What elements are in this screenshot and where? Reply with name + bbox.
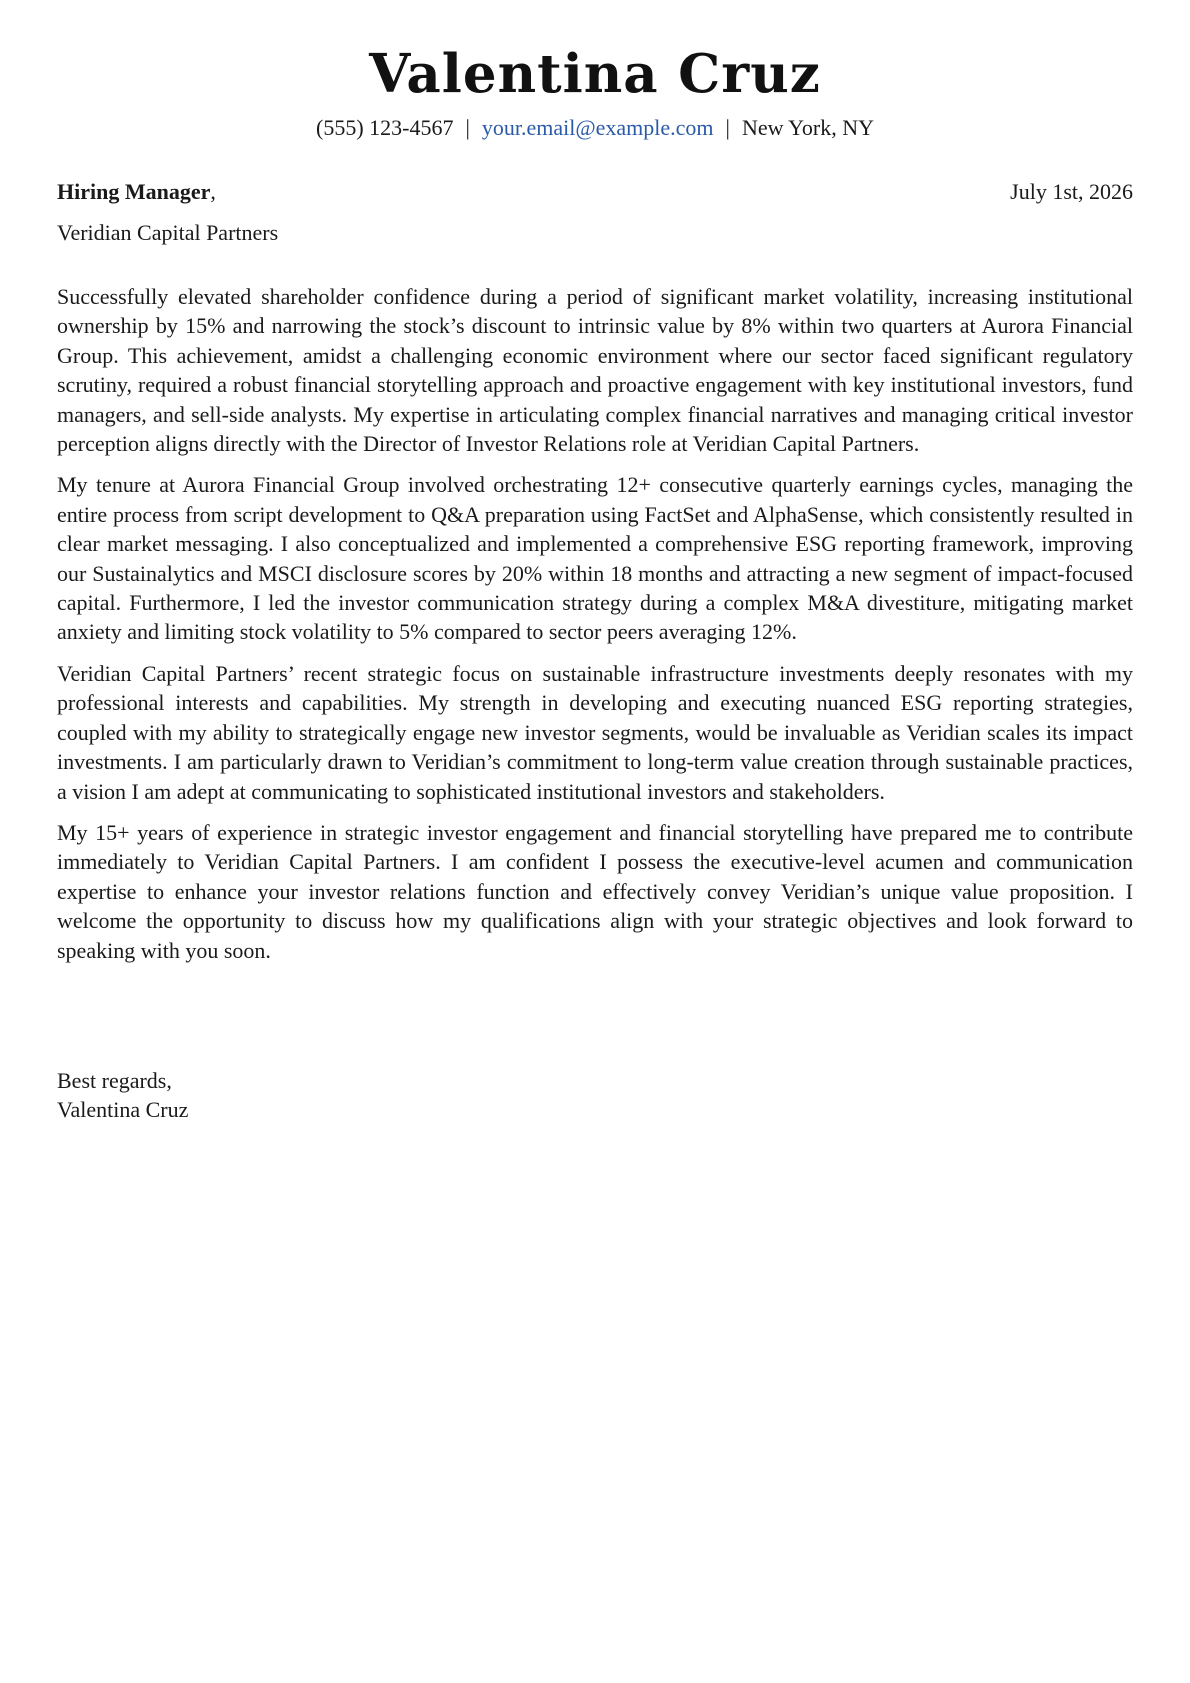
letter-body: [57, 282, 1133, 977]
paragraph-1: Successfully elevated shareholder confidence during a period of significant market volatility, increasing institutional ownership by 15% and narrowing the stock’s discount to intrinsic value by 8% within two quarters at Aurora Financial Group. This achievement, amidst a challenging economic environment where our sector faced significant regulatory scrutiny, required a robust financial storytelling approach and proactive engagement with key institutional investors, fund managers, and sell-side analysts. My expertise in articulating complex financial narratives and managing critical investor perception aligns directly with the Director of Investor Relations role at Veridian Capital Partners.: [57, 284, 1133, 457]
recipient: Hiring Manager: [57, 179, 211, 204]
email-link[interactable]: your.email@example.com: [481, 115, 714, 140]
closing-phrase: Best regards,: [57, 1068, 172, 1093]
paragraph-4: My 15+ years of experience in strategic investor engagement and financial storytelling have prepared me to contribute immediately to Veridian Capital Partners. I am confident I possess the executive-level acumen and communication expertise to enhance your investor relations function and effectively convey Veridian’s unique value proposition. I welcome the opportunity to discuss how my qualifications align with your strategic objectives and look forward to speaking with you soon.: [57, 819, 1133, 963]
company-name: Veridian Capital Partners: [57, 220, 279, 245]
paragraph-3: Veridian Capital Partners’ recent strategic focus on sustainable infrastructure investments deeply resonates with my professional interests and capabilities. My strength in developing and executing nuanced ESG reporting strategies, coupled with my ability to strategically engage new investor segments, would be invaluable as Veridian scales its impact investments. I am particularly drawn to Veridian’s commitment to long-term value creation through sustainable practices, a vision I am adept at communicating to sophisticated institutional investors and stakeholders.: [57, 660, 1133, 804]
contact-line: [57, 114, 1133, 142]
recipient-suffix: ,: [210, 179, 216, 204]
separator: |: [725, 115, 730, 140]
phone-number: (555) 123-4567: [316, 115, 454, 140]
closing-block: [57, 1066, 188, 1124]
letter-date: July 1st, 2026: [1010, 179, 1133, 204]
signature: Valentina Cruz: [57, 1097, 189, 1122]
applicant-name: Valentina Cruz: [369, 43, 821, 105]
paragraph-2: My tenure at Aurora Financial Group involved orchestrating 12+ consecutive quarterly earnings cycles, managing the entire process from script development to Q&A preparation using FactSet and AlphaSense, which consistently resulted in clear market messaging. I also conceptualized and implemented a comprehensive ESG reporting framework, improving our Sustainalytics and MSCI disclosure scores by 20% within 18 months and attracting a new segment of impact-focused capital. Furthermore, I led the investor communication strategy during a complex M&A divestiture, mitigating market anxiety and limiting stock volatility to 5% compared to sector peers averaging 12%.: [57, 472, 1133, 645]
location: New York, NY: [741, 115, 874, 140]
separator: |: [465, 115, 470, 140]
salutation-row: [57, 178, 1133, 206]
